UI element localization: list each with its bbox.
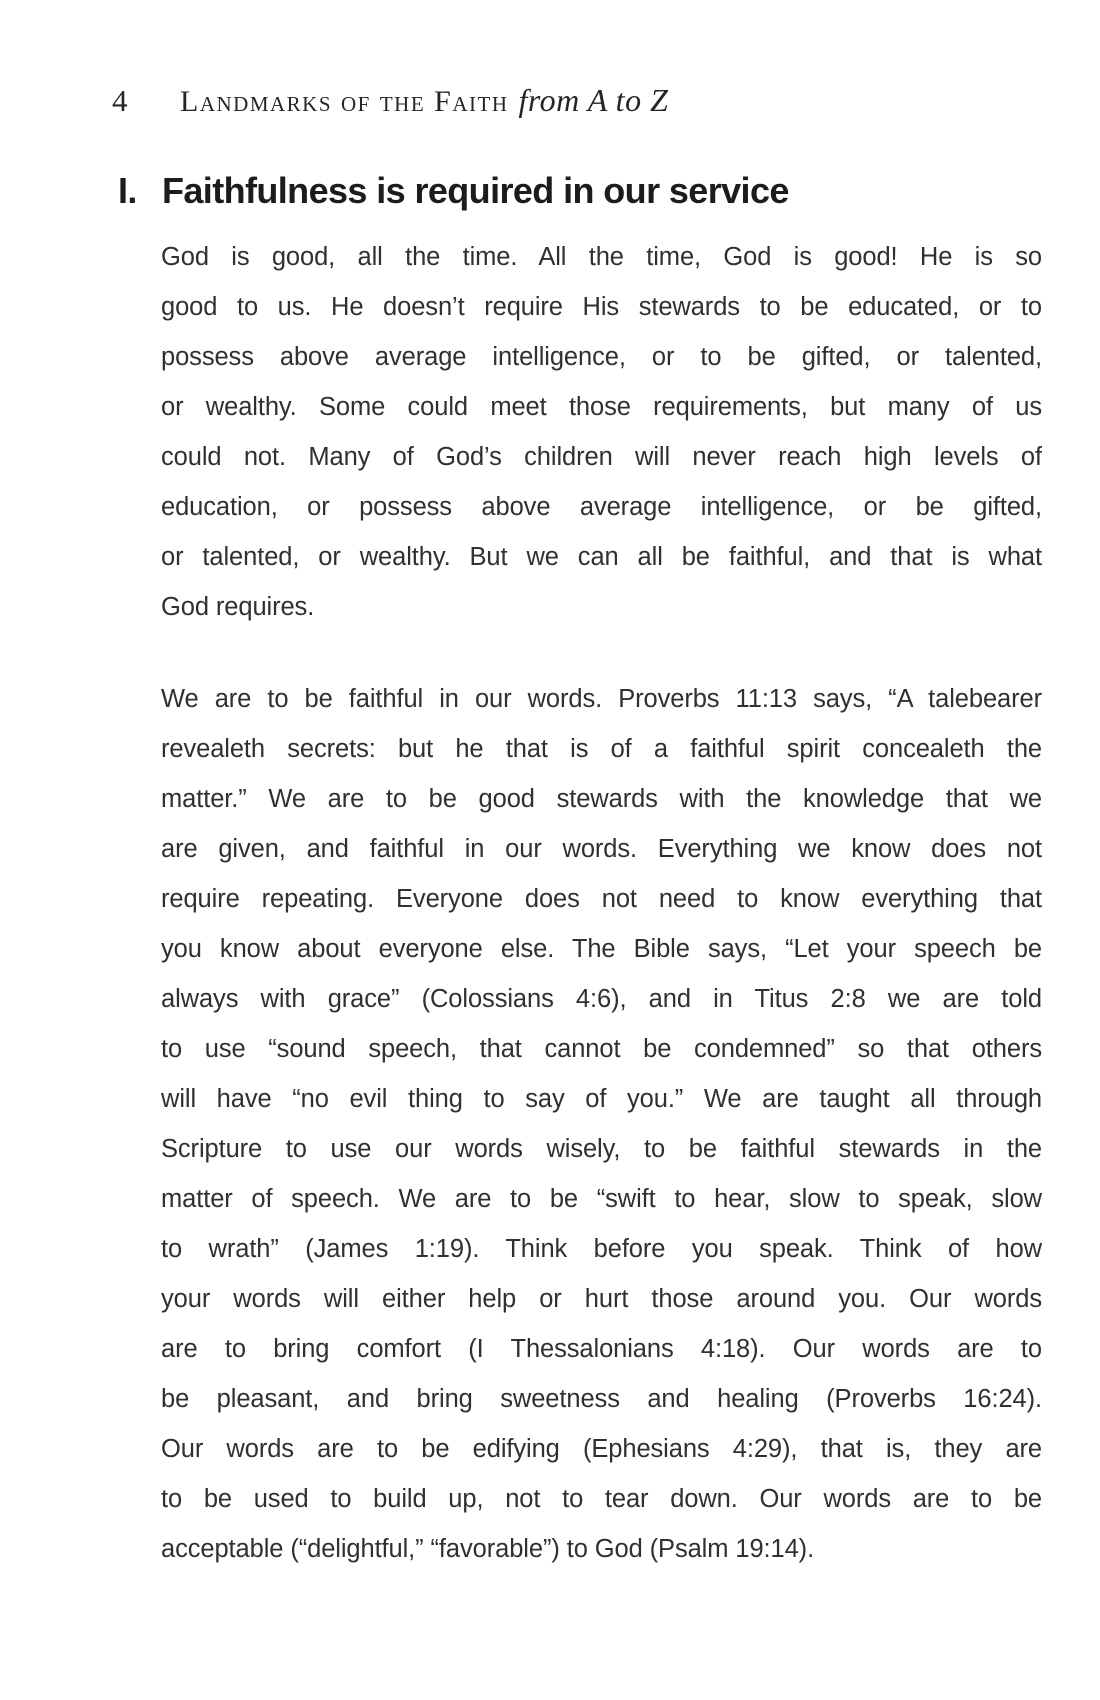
paragraph bbox=[161, 232, 1042, 632]
running-title-main: Landmarks of the Faith bbox=[180, 85, 509, 118]
text-line: or talented, or wealthy. But we can all be faithful, and that is what bbox=[161, 543, 1042, 571]
text-line: to use “sound speech, that cannot be condemned” so that others bbox=[161, 1035, 1042, 1063]
body-text bbox=[161, 232, 1042, 1616]
page-number: 4 bbox=[112, 83, 128, 118]
paragraph bbox=[161, 674, 1042, 1574]
text-line: matter of speech. We are to be “swift to hear, slow to speak, slow bbox=[161, 1185, 1042, 1213]
text-line: or wealthy. Some could meet those requirements, but many of us bbox=[161, 393, 1042, 421]
text-line: God requires. bbox=[161, 593, 315, 621]
text-line: matter.” We are to be good stewards with the knowledge that we bbox=[161, 785, 1042, 813]
text-line: could not. Many of God’s children will never reach high levels of bbox=[161, 443, 1042, 471]
text-line: good to us. He doesn’t require His stewards to be educated, or to bbox=[161, 293, 1042, 321]
text-line: Scripture to use our words wisely, to be faithful stewards in the bbox=[161, 1135, 1042, 1163]
text-line: education, or possess above average intelligence, or be gifted, bbox=[161, 493, 1042, 521]
text-line: to wrath” (James 1:19). Think before you speak. Think of how bbox=[161, 1235, 1042, 1263]
text-line: your words will either help or hurt those around you. Our words bbox=[161, 1285, 1042, 1313]
section-numeral: I. bbox=[118, 170, 137, 211]
text-line: will have “no evil thing to say of you.” We are taught all through bbox=[161, 1085, 1042, 1113]
text-line: revealeth secrets: but he that is of a faithful spirit concealeth the bbox=[161, 735, 1042, 763]
section-title: Faithfulness is required in our service bbox=[162, 170, 789, 211]
running-title bbox=[180, 82, 668, 119]
text-line: Our words are to be edifying (Ephesians 4:29), that is, they are bbox=[161, 1435, 1042, 1463]
text-line: require repeating. Everyone does not need to know everything that bbox=[161, 885, 1042, 913]
text-line: acceptable (“delightful,” “favorable”) to God (Psalm 19:14). bbox=[161, 1535, 815, 1563]
running-header bbox=[112, 82, 1040, 119]
text-line: are to bring comfort (I Thessalonians 4:18). Our words are to bbox=[161, 1335, 1042, 1363]
section-heading bbox=[118, 168, 1042, 213]
text-line: be pleasant, and bring sweetness and healing (Proverbs 16:24). bbox=[161, 1385, 1042, 1413]
running-title-subtitle: from A to Z bbox=[518, 82, 669, 118]
text-line: possess above average intelligence, or to be gifted, or talented, bbox=[161, 343, 1042, 371]
text-line: God is good, all the time. All the time, God is good! He is so bbox=[161, 243, 1042, 271]
text-line: are given, and faithful in our words. Everything we know does not bbox=[161, 835, 1042, 863]
text-line: We are to be faithful in our words. Proverbs 11:13 says, “A talebearer bbox=[161, 685, 1042, 713]
text-line: you know about everyone else. The Bible says, “Let your speech be bbox=[161, 935, 1042, 963]
text-line: always with grace” (Colossians 4:6), and in Titus 2:8 we are told bbox=[161, 985, 1042, 1013]
text-line: to be used to build up, not to tear down. Our words are to be bbox=[161, 1485, 1042, 1513]
